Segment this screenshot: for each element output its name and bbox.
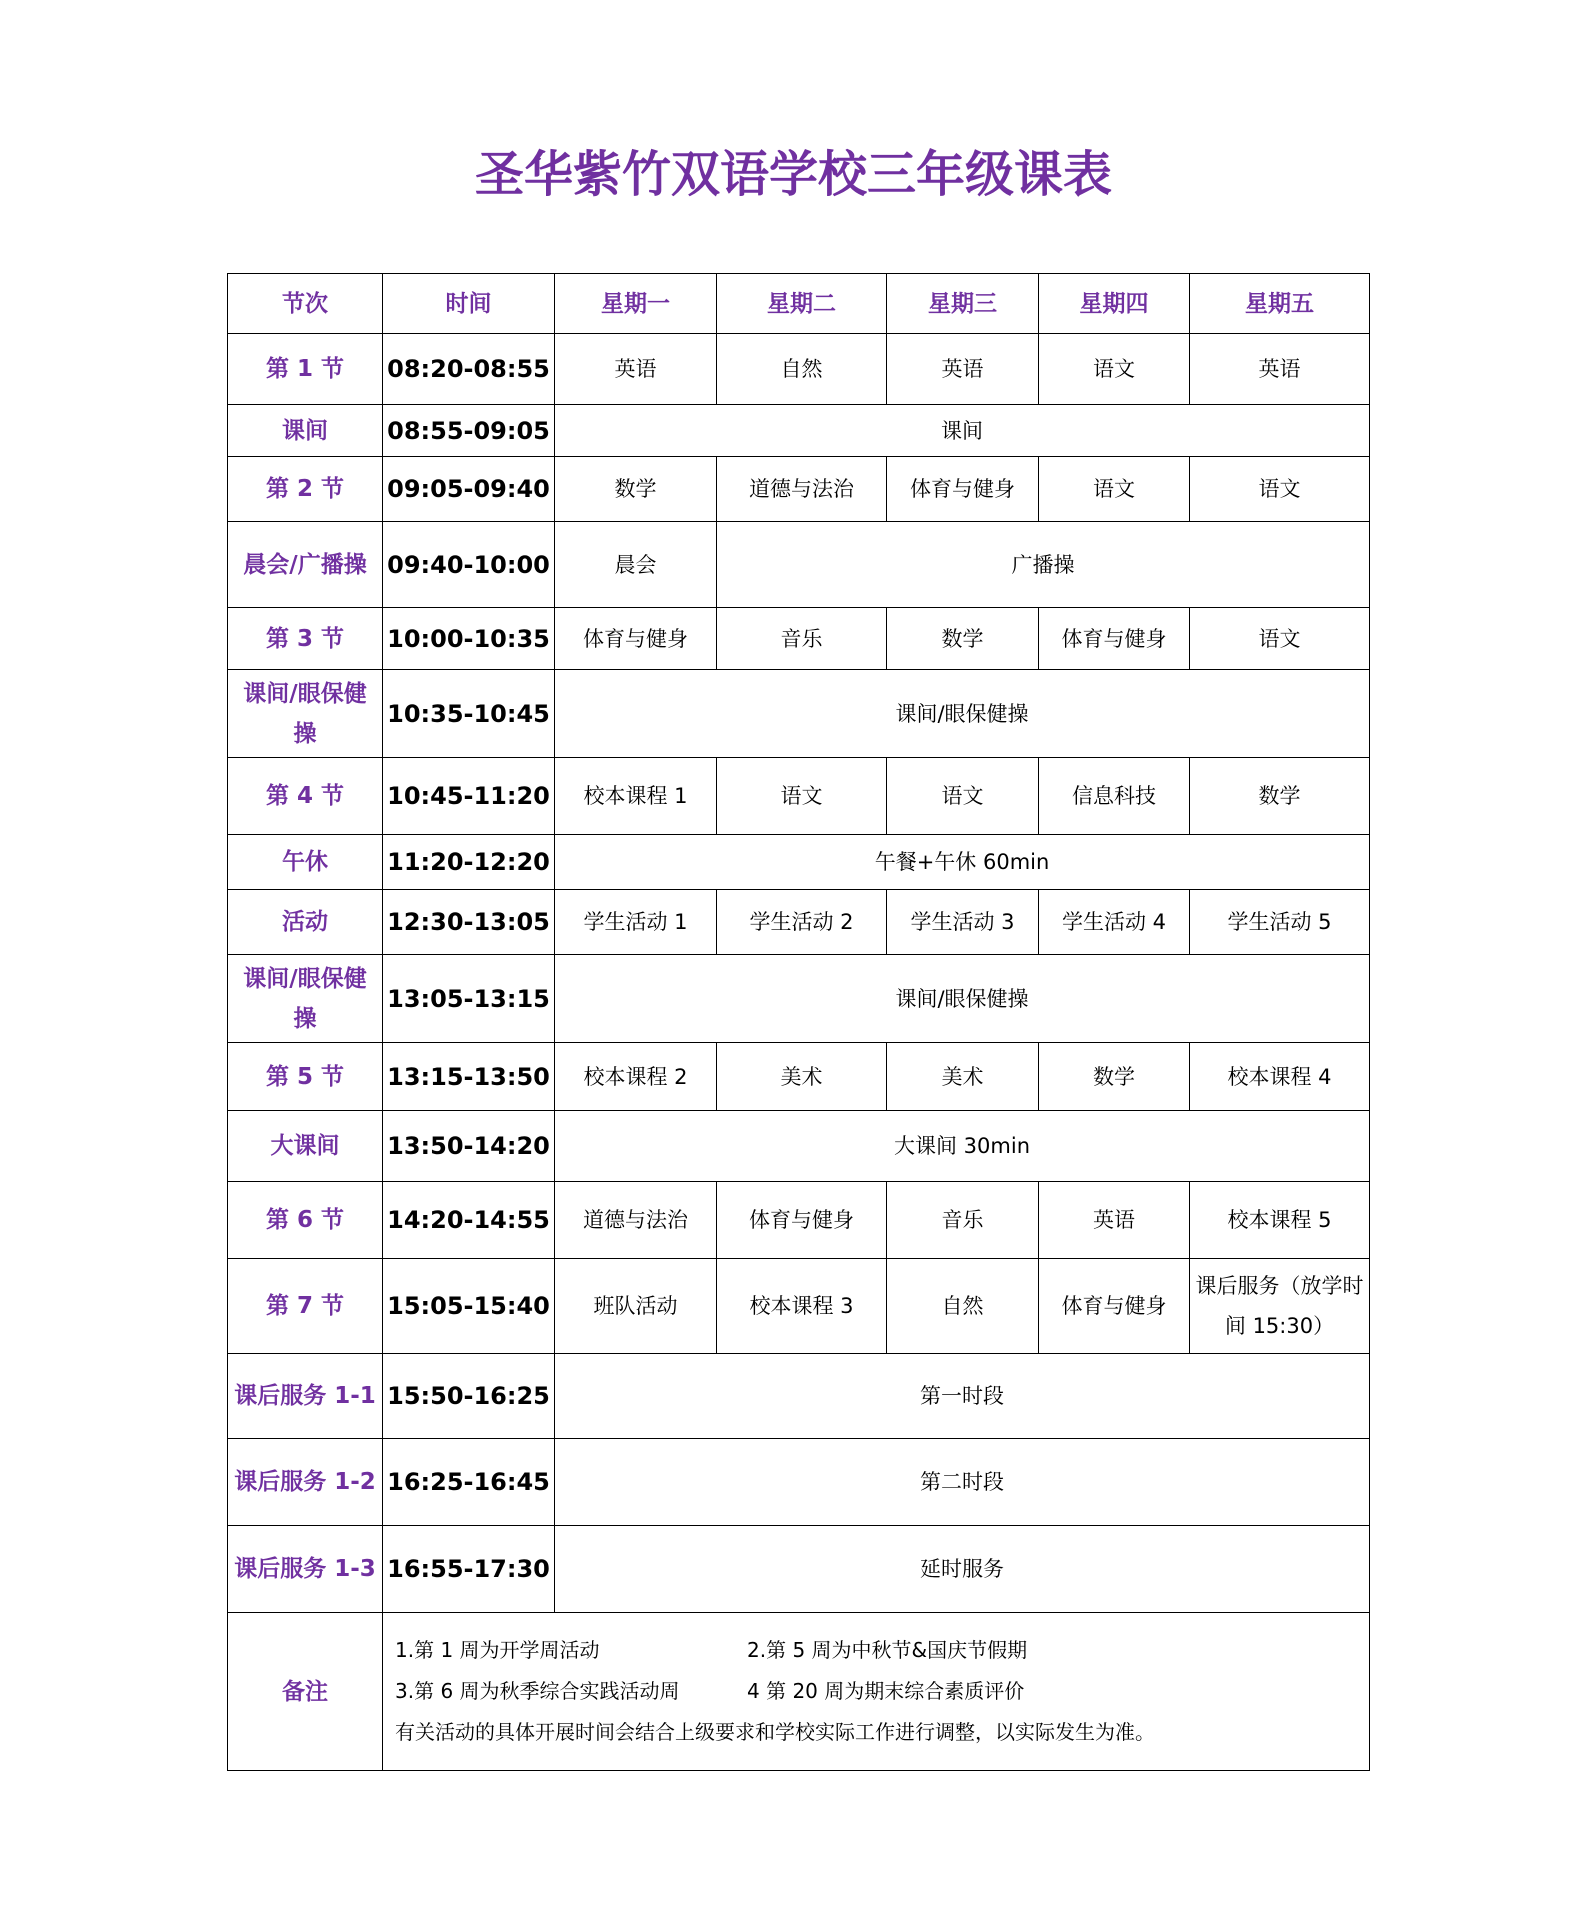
class-cell: 校本课程 1 bbox=[555, 758, 717, 835]
header-day: 星期一 bbox=[555, 274, 717, 334]
period-label: 晨会/广播操 bbox=[228, 522, 383, 608]
merged-cell: 课间 bbox=[555, 405, 1370, 457]
class-cell: 语文 bbox=[887, 758, 1039, 835]
class-cell: 体育与健身 bbox=[887, 457, 1039, 522]
period-label: 第 5 节 bbox=[228, 1043, 383, 1111]
table-row bbox=[228, 1043, 1370, 1111]
table-row bbox=[228, 835, 1370, 890]
class-cell: 道德与法治 bbox=[717, 457, 887, 522]
class-cell: 体育与健身 bbox=[1039, 608, 1190, 670]
time-range: 11:20-12:20 bbox=[383, 835, 555, 890]
table-row bbox=[228, 758, 1370, 835]
note-item: 有关活动的具体开展时间会结合上级要求和学校实际工作进行调整，以实际发生为准。 bbox=[395, 1720, 1155, 1744]
class-cell: 数学 bbox=[887, 608, 1039, 670]
time-range: 15:05-15:40 bbox=[383, 1259, 555, 1354]
table-row bbox=[228, 670, 1370, 758]
class-cell: 晨会 bbox=[555, 522, 717, 608]
period-label: 大课间 bbox=[228, 1111, 383, 1182]
notes-content bbox=[383, 1613, 1370, 1771]
period-label: 第 4 节 bbox=[228, 758, 383, 835]
time-range: 10:35-10:45 bbox=[383, 670, 555, 758]
class-cell: 校本课程 4 bbox=[1190, 1043, 1370, 1111]
time-range: 13:05-13:15 bbox=[383, 955, 555, 1043]
class-cell: 自然 bbox=[717, 334, 887, 405]
period-label: 第 1 节 bbox=[228, 334, 383, 405]
period-label: 课间 bbox=[228, 405, 383, 457]
period-label: 课间/眼保健操 bbox=[228, 955, 383, 1043]
header-day: 星期五 bbox=[1190, 274, 1370, 334]
class-cell: 体育与健身 bbox=[717, 1182, 887, 1259]
note-item: 1.第 1 周为开学周活动 bbox=[395, 1638, 600, 1662]
note-item: 4 第 20 周为期末综合素质评价 bbox=[747, 1679, 1025, 1703]
period-label: 第 7 节 bbox=[228, 1259, 383, 1354]
table-row bbox=[228, 1111, 1370, 1182]
notes-row bbox=[228, 1613, 1370, 1771]
header-day: 星期四 bbox=[1039, 274, 1190, 334]
period-label: 第 3 节 bbox=[228, 608, 383, 670]
notes-line bbox=[395, 1671, 1357, 1712]
class-cell: 校本课程 3 bbox=[717, 1259, 887, 1354]
merged-cell: 课间/眼保健操 bbox=[555, 955, 1370, 1043]
time-range: 13:15-13:50 bbox=[383, 1043, 555, 1111]
time-range: 16:25-16:45 bbox=[383, 1439, 555, 1526]
schedule-table bbox=[227, 273, 1370, 1771]
period-label: 课间/眼保健操 bbox=[228, 670, 383, 758]
time-range: 14:20-14:55 bbox=[383, 1182, 555, 1259]
class-cell: 数学 bbox=[1190, 758, 1370, 835]
class-cell: 语文 bbox=[1039, 334, 1190, 405]
table-row bbox=[228, 890, 1370, 955]
table-row bbox=[228, 1439, 1370, 1526]
merged-cell: 课间/眼保健操 bbox=[555, 670, 1370, 758]
header-time: 时间 bbox=[383, 274, 555, 334]
table-row bbox=[228, 1354, 1370, 1439]
table-row bbox=[228, 1182, 1370, 1259]
time-range: 12:30-13:05 bbox=[383, 890, 555, 955]
class-cell: 班队活动 bbox=[555, 1259, 717, 1354]
merged-cell: 第二时段 bbox=[555, 1439, 1370, 1526]
class-cell: 美术 bbox=[887, 1043, 1039, 1111]
class-cell: 学生活动 3 bbox=[887, 890, 1039, 955]
page-title: 圣华紫竹双语学校三年级课表 bbox=[474, 146, 1112, 203]
class-cell: 语文 bbox=[1039, 457, 1190, 522]
table-row bbox=[228, 457, 1370, 522]
period-label: 课后服务 1-2 bbox=[228, 1439, 383, 1526]
time-range: 09:40-10:00 bbox=[383, 522, 555, 608]
class-cell: 音乐 bbox=[887, 1182, 1039, 1259]
class-cell: 数学 bbox=[1039, 1043, 1190, 1111]
header-period: 节次 bbox=[228, 274, 383, 334]
merged-cell: 第一时段 bbox=[555, 1354, 1370, 1439]
class-cell: 校本课程 2 bbox=[555, 1043, 717, 1111]
merged-cell: 延时服务 bbox=[555, 1526, 1370, 1613]
class-cell: 英语 bbox=[887, 334, 1039, 405]
class-cell: 语文 bbox=[717, 758, 887, 835]
period-label: 第 2 节 bbox=[228, 457, 383, 522]
class-cell: 学生活动 4 bbox=[1039, 890, 1190, 955]
class-cell: 信息科技 bbox=[1039, 758, 1190, 835]
table-row bbox=[228, 405, 1370, 457]
time-range: 16:55-17:30 bbox=[383, 1526, 555, 1613]
class-cell: 体育与健身 bbox=[555, 608, 717, 670]
table-row bbox=[228, 1259, 1370, 1354]
table-row bbox=[228, 955, 1370, 1043]
note-item: 3.第 6 周为秋季综合实践活动周 bbox=[395, 1679, 680, 1703]
merged-cell: 午餐+午休 60min bbox=[555, 835, 1370, 890]
class-cell: 体育与健身 bbox=[1039, 1259, 1190, 1354]
time-range: 09:05-09:40 bbox=[383, 457, 555, 522]
class-cell: 英语 bbox=[1190, 334, 1370, 405]
notes-line bbox=[395, 1630, 1357, 1671]
header-day: 星期三 bbox=[887, 274, 1039, 334]
time-range: 15:50-16:25 bbox=[383, 1354, 555, 1439]
class-cell: 校本课程 5 bbox=[1190, 1182, 1370, 1259]
class-cell: 语文 bbox=[1190, 457, 1370, 522]
class-cell: 学生活动 2 bbox=[717, 890, 887, 955]
period-label: 课后服务 1-1 bbox=[228, 1354, 383, 1439]
table-row bbox=[228, 522, 1370, 608]
class-cell: 道德与法治 bbox=[555, 1182, 717, 1259]
class-cell: 英语 bbox=[555, 334, 717, 405]
header-row bbox=[228, 274, 1370, 334]
class-cell: 自然 bbox=[887, 1259, 1039, 1354]
merged-cell: 广播操 bbox=[717, 522, 1370, 608]
note-item: 2.第 5 周为中秋节&国庆节假期 bbox=[747, 1638, 1028, 1662]
table-row bbox=[228, 608, 1370, 670]
time-range: 08:20-08:55 bbox=[383, 334, 555, 405]
time-range: 08:55-09:05 bbox=[383, 405, 555, 457]
time-range: 10:00-10:35 bbox=[383, 608, 555, 670]
table-row bbox=[228, 334, 1370, 405]
class-cell: 音乐 bbox=[717, 608, 887, 670]
time-range: 10:45-11:20 bbox=[383, 758, 555, 835]
class-cell: 语文 bbox=[1190, 608, 1370, 670]
class-cell: 美术 bbox=[717, 1043, 887, 1111]
class-cell: 学生活动 5 bbox=[1190, 890, 1370, 955]
class-cell: 学生活动 1 bbox=[555, 890, 717, 955]
period-label: 课后服务 1-3 bbox=[228, 1526, 383, 1613]
notes-label: 备注 bbox=[228, 1613, 383, 1771]
time-range: 13:50-14:20 bbox=[383, 1111, 555, 1182]
class-cell: 课后服务（放学时间 15:30） bbox=[1190, 1259, 1370, 1354]
period-label: 活动 bbox=[228, 890, 383, 955]
class-cell: 英语 bbox=[1039, 1182, 1190, 1259]
table-row bbox=[228, 1526, 1370, 1613]
period-label: 午休 bbox=[228, 835, 383, 890]
header-day: 星期二 bbox=[717, 274, 887, 334]
period-label: 第 6 节 bbox=[228, 1182, 383, 1259]
merged-cell: 大课间 30min bbox=[555, 1111, 1370, 1182]
class-cell: 数学 bbox=[555, 457, 717, 522]
